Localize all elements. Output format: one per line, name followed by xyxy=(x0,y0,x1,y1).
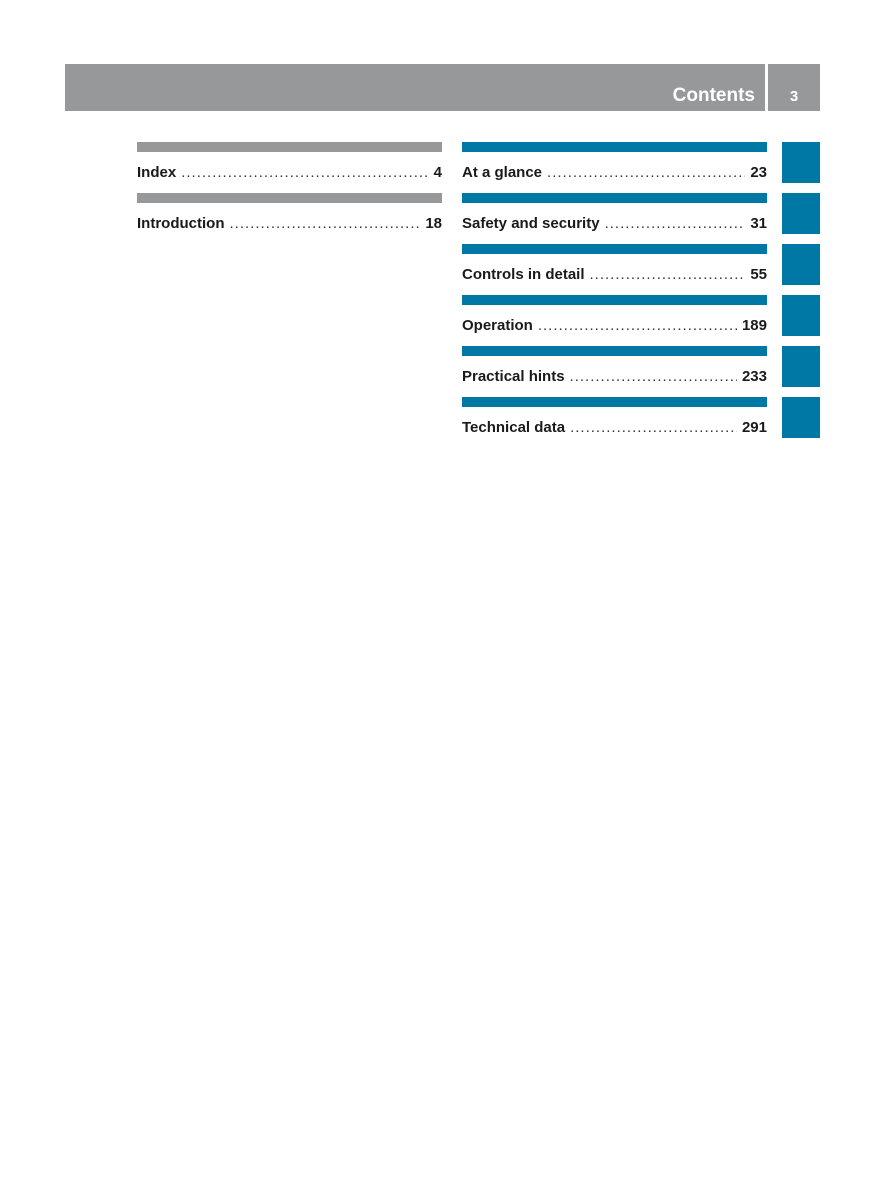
dot-leader xyxy=(570,419,737,437)
toc-page: 18 xyxy=(425,215,442,232)
side-tab-controls-in-detail[interactable] xyxy=(782,244,820,285)
side-tab-practical-hints[interactable] xyxy=(782,346,820,387)
toc-entry-introduction[interactable] xyxy=(137,193,442,244)
toc-label: Safety and security xyxy=(462,215,600,232)
toc-left-column xyxy=(137,142,442,244)
toc-entry-operation[interactable] xyxy=(462,295,767,346)
toc-entry-practical-hints[interactable] xyxy=(462,346,767,397)
section-rule xyxy=(462,193,767,203)
toc-page: 291 xyxy=(741,419,767,436)
page-number-box xyxy=(768,64,820,111)
toc-right-column xyxy=(462,142,767,448)
toc-label: At a glance xyxy=(462,164,543,181)
dot-leader xyxy=(181,164,428,182)
dot-leader xyxy=(590,266,746,284)
dot-leader xyxy=(538,317,737,335)
toc-label: Index xyxy=(137,164,177,181)
section-rule xyxy=(462,244,767,254)
toc-entry-technical-data[interactable] xyxy=(462,397,767,448)
section-rule xyxy=(462,397,767,407)
header-bar xyxy=(65,64,765,111)
dot-leader xyxy=(605,215,746,233)
page-number: 3 xyxy=(789,88,799,105)
side-tab-safety-and-security[interactable] xyxy=(782,193,820,234)
toc-entry-safety-and-security[interactable] xyxy=(462,193,767,244)
toc-entry-at-a-glance[interactable] xyxy=(462,142,767,193)
section-rule xyxy=(462,346,767,356)
toc-label: Technical data xyxy=(462,419,566,436)
section-rule xyxy=(462,295,767,305)
side-tab-operation[interactable] xyxy=(782,295,820,336)
page-title: Contents xyxy=(672,85,755,106)
toc-entry-controls-in-detail[interactable] xyxy=(462,244,767,295)
toc-page: 31 xyxy=(750,215,767,232)
toc-label: Practical hints xyxy=(462,368,565,385)
side-tab-technical-data[interactable] xyxy=(782,397,820,438)
side-tab-at-a-glance[interactable] xyxy=(782,142,820,183)
toc-label: Operation xyxy=(462,317,533,334)
toc-label: Controls in detail xyxy=(462,266,585,283)
section-rule xyxy=(137,193,442,203)
section-rule xyxy=(462,142,767,152)
toc-page: 189 xyxy=(741,317,767,334)
toc-entry-index[interactable] xyxy=(137,142,442,193)
section-rule xyxy=(137,142,442,152)
toc-page: 4 xyxy=(433,164,442,181)
toc-page: 233 xyxy=(741,368,767,385)
dot-leader xyxy=(547,164,745,182)
toc-label: Introduction xyxy=(137,215,225,232)
dot-leader xyxy=(229,215,420,233)
dot-leader xyxy=(570,368,737,386)
toc-page: 23 xyxy=(750,164,767,181)
toc-page: 55 xyxy=(750,266,767,283)
